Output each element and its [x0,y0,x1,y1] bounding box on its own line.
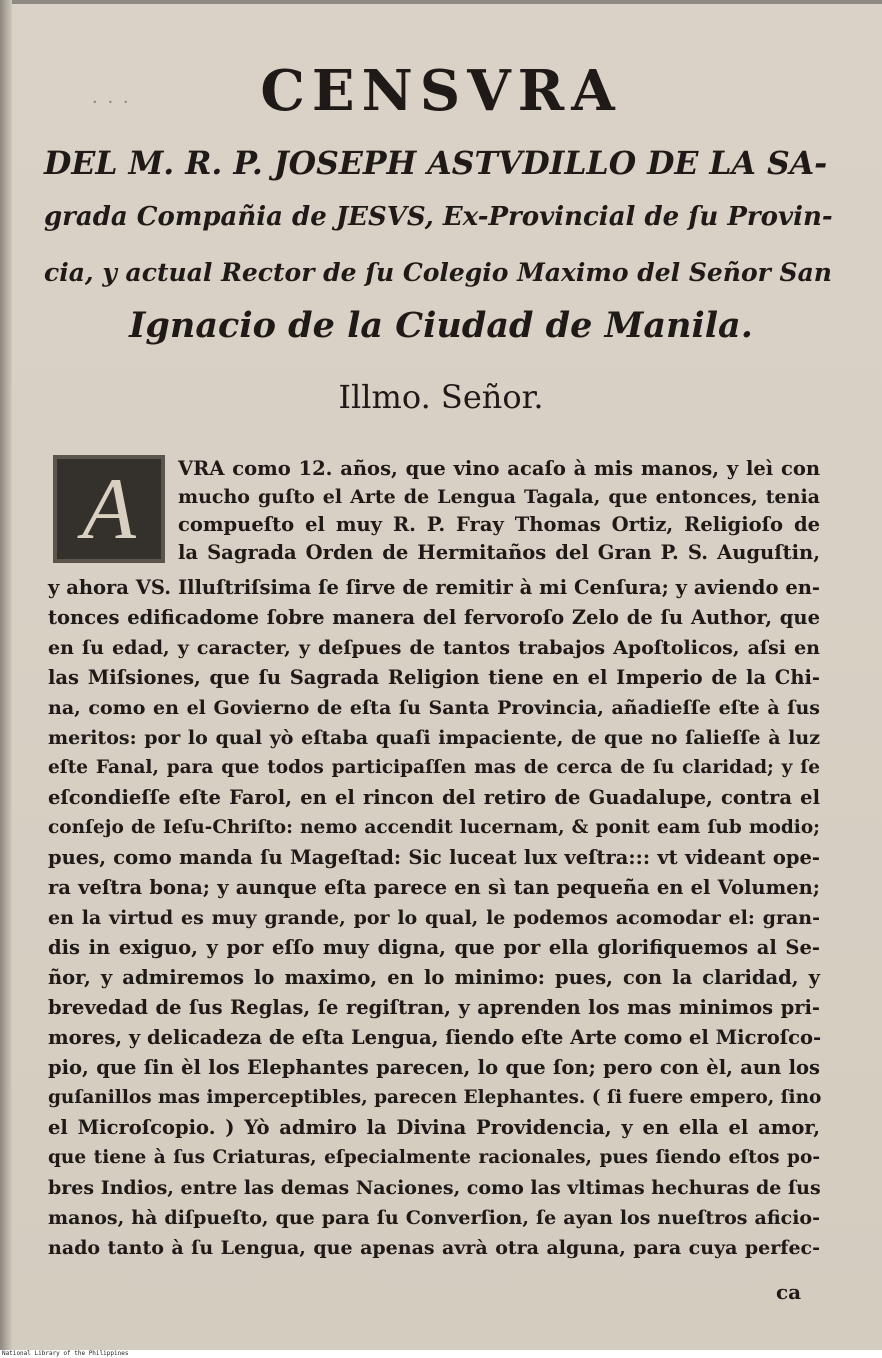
body-line: brevedad de ſus Reglas, ſe regiſtran, y aprenden los mas minimos pri- [48,996,820,1019]
page-title: CENSVRA [260,58,622,124]
body-line: guſanillos mas imperceptibles, parecen Elephantes. ( ſi fuere empero, ſino [48,1087,822,1108]
header-line-4: Ignacio de la Ciudad de Manila. [129,305,753,346]
body-line: ñor, y admiremos lo maximo, en lo minimo: pues, con la claridad, y [48,966,820,989]
body-line: na, como en el Govierno de eſta ſu Santa Provincia, añadieſſe eſte à ſus [48,697,820,719]
body-line: en la virtud es muy grande, por lo qual, le podemos acomodar el: gran- [48,907,820,929]
body-line: eſte Fanal, para que todos participaſſen mas de cerca de ſu claridad; y ſe [48,757,820,778]
body-line: eſcondieſſe eſte Farol, en el rincon del retiro de Guadalupe, contra el [48,786,820,809]
body-line: tonces edificadome ſobre manera del fervoroſo Zelo de ſu Author, que [48,606,820,629]
header-line-3: cia, y actual Rector de ſu Colegio Maximo del Señor San [44,258,832,287]
body-line: pues, como manda ſu Mageſtad: Sic luceat lux veſtra::: vt videant ope- [48,846,820,869]
body-line: que tiene à ſus Criaturas, eſpecialmente racionales, pues ſiendo eſtos po- [48,1147,820,1168]
body-line: meritos: por lo qual yò eſtaba quaſi impaciente, de que no ſalieſſe à luz [48,727,820,749]
top-edge [0,0,882,4]
body-line: mucho guſto el Arte de Lengua Tagala, que entonces, tenia [178,486,820,508]
body-line: el Microſcopio. ) Yò admiro la Divina Providencia, y en ella el amor, [48,1116,820,1139]
body-line: la Sagrada Orden de Hermitaños del Gran P. S. Auguſtin, [178,541,820,564]
body-text [48,455,826,1305]
body-line: bres Indios, entre las demas Naciones, como las vltimas hechuras de ſus [48,1177,821,1199]
drop-cap-initial: A [53,455,165,563]
body-line: manos, hà diſpueſto, que para ſu Converſion, ſe ayan los nueſtros aficio- [48,1207,820,1229]
body-line: conſejo de Ieſu-Chriſto: nemo accendit lucernam, & ponit eam ſub modio; [48,817,820,838]
body-line: y ahora VS. Illuſtriſsima ſe ſirve de remitir à mi Cenſura; y aviendo en- [48,576,820,599]
body-line: mores, y delicadeza de eſta Lengua, ſiendo eſte Arte como el Microſco- [48,1026,822,1049]
source-credit: National Library of the Philippines [2,1350,882,1358]
salutation: Illmo. Señor. [338,378,544,416]
body-line: compueſto el muy R. P. Fray Thomas Ortiz, Religioſo de [178,513,820,536]
body-line: pio, que ſin èl los Elephantes parecen, lo que ſon; pero con èl, aun los [48,1056,820,1079]
header-line-2: grada Compañia de JESVS, Ex-Provincial de ſu Provin- [44,202,833,232]
header-line-1: DEL M. R. P. JOSEPH ASTVDILLO DE LA SA- [44,145,828,182]
body-line: las Miſsiones, que ſu Sagrada Religion tiene en el Imperio de la Chi- [48,666,820,689]
body-line: dis in exiguo, y por eſſo muy digna, que por ella glorifiquemos al Se- [48,936,820,959]
body-line: en ſu edad, y caracter, y deſpues de tantos trabajos Apoſtolicos, aſsi en [48,637,820,659]
page-spine-edge [0,0,12,1350]
catchword: ca [776,1280,802,1304]
body-line: nado tanto à ſu Lengua, que apenas avrà otra alguna, para cuya perfec- [48,1237,820,1259]
body-line: VRA como 12. años, que vino acaſo à mis manos, y leì con [178,457,820,480]
decorative-dots: · · · [92,92,131,113]
body-line: ra veſtra bona; y aunque eſta parece en sì tan pequeña en el Volumen; [48,876,820,899]
